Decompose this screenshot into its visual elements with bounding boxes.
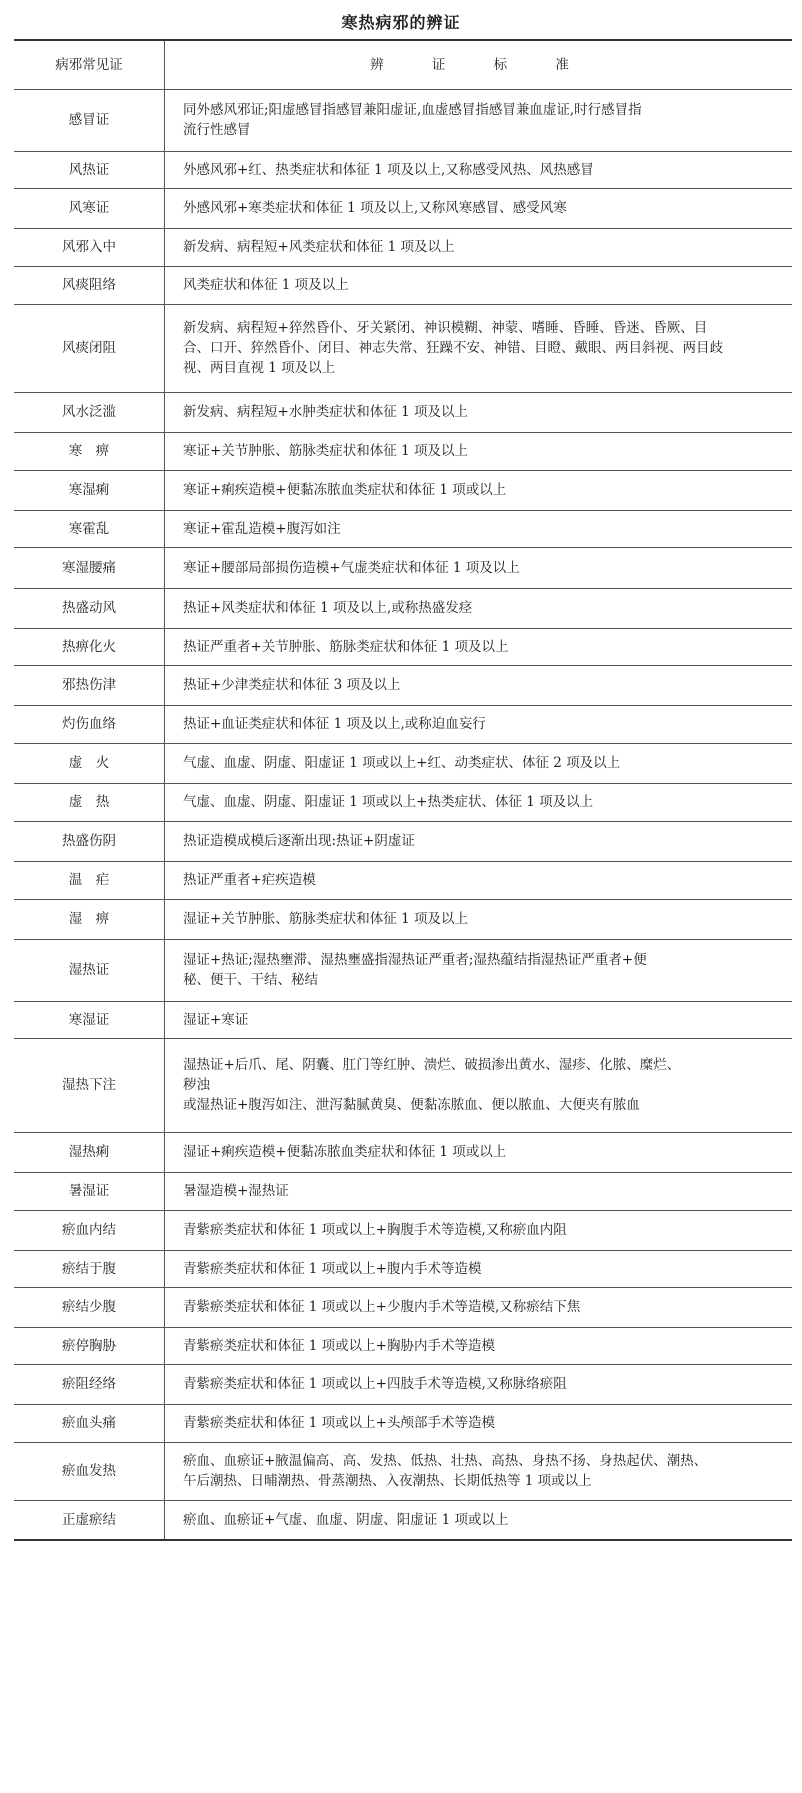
syndrome-criteria [165,1442,793,1500]
table-row [14,1500,792,1540]
syndrome-name: 寒 痹 [14,432,165,470]
table-row [14,1038,792,1132]
syndrome-criteria [165,1250,793,1287]
criteria-line: 同外感风邪证;阳虚感冒指感冒兼阳虚证,血虚感冒指感冒兼血虚证,时行感冒指 [183,102,642,118]
criteria-line: 气虚、血虚、阴虚、阳虚证 1 项或以上+热类症状、体征 1 项及以上 [183,794,594,810]
criteria-line: 湿证+热证;湿热壅滞、湿热壅盛指湿热证严重者;湿热蕴结指湿热证严重者+便 [183,952,647,968]
table-row [14,821,792,861]
criteria-line: 风类症状和体征 1 项及以上 [183,277,349,293]
criteria-line: 视、两目直视 1 项及以上 [183,360,336,376]
table-row [14,861,792,899]
syndrome-name: 湿热下注 [14,1038,165,1132]
table-row [14,547,792,588]
table-row [14,1172,792,1210]
table-row [14,1250,792,1287]
syndrome-name: 热盛动风 [14,588,165,628]
syndrome-name: 正虚瘀结 [14,1500,165,1540]
syndrome-name: 寒湿腰痛 [14,547,165,588]
syndrome-criteria [165,939,793,1001]
syndrome-criteria [165,432,793,470]
syndrome-name: 虚 热 [14,783,165,821]
syndrome-criteria [165,392,793,432]
header-row [14,40,792,89]
criteria-line: 热证严重者+关节肿胀、筋脉类症状和体征 1 项及以上 [183,638,509,655]
syndrome-name: 瘀血内结 [14,1210,165,1250]
criteria-line: 热证+风类症状和体征 1 项及以上,或称热盛发痉 [183,600,473,616]
table-row [14,939,792,1001]
criteria-line: 新发病、病程短+风类症状和体征 1 项及以上 [183,239,455,255]
table-row [14,1404,792,1442]
syndrome-name: 风邪入中 [14,228,165,266]
syndrome-name: 温 疟 [14,861,165,899]
syndrome-criteria [165,1038,793,1132]
table-row [14,1210,792,1250]
syndrome-criteria [165,89,793,151]
criteria-line: 寒证+关节肿胀、筋脉类症状和体征 1 项及以上 [183,443,468,459]
syndrome-criteria [165,266,793,304]
syndrome-name: 风痰阻络 [14,266,165,304]
criteria-line: 青紫瘀类症状和体征 1 项或以上+四肢手术等造模,又称脉络瘀阻 [183,1376,567,1392]
table-row [14,705,792,743]
syndrome-criteria [165,821,793,861]
syndrome-name: 邪热伤津 [14,665,165,705]
table-row [14,510,792,547]
syndrome-criteria [165,1001,793,1038]
header-col-criteria: 辨 证 标 准 [165,40,793,89]
syndrome-name: 寒霍乱 [14,510,165,547]
table-row [14,432,792,470]
criteria-line: 新发病、病程短+水肿类症状和体征 1 项及以上 [183,404,468,420]
table-row [14,228,792,266]
syndrome-criteria [165,470,793,510]
syndrome-criteria [165,1327,793,1364]
syndrome-name: 风水泛滥 [14,392,165,432]
criteria-line: 合、口开、猝然昏仆、闭目、神志失常、狂躁不安、神错、目瞪、戴眼、两目斜视、两目歧 [183,340,723,356]
syndrome-criteria [165,588,793,628]
criteria-line: 湿证+关节肿胀、筋脉类症状和体征 1 项及以上 [183,911,468,927]
syndrome-name: 瘀阻经络 [14,1364,165,1404]
table-row [14,188,792,228]
table-row [14,1442,792,1500]
table-row [14,470,792,510]
table-row [14,899,792,939]
syndrome-name: 风痰闭阻 [14,304,165,392]
criteria-line: 外感风邪+红、热类症状和体征 1 项及以上,又称感受风热、风热感冒 [183,161,594,178]
table-row [14,628,792,665]
syndrome-criteria [165,1132,793,1172]
criteria-line: 青紫瘀类症状和体征 1 项或以上+胸腹手术等造模,又称瘀血内阻 [183,1222,567,1238]
criteria-line: 热证造模成模后逐渐出现:热证+阴虚证 [183,833,415,849]
syndrome-criteria [165,1364,793,1404]
syndrome-name: 灼伤血络 [14,705,165,743]
syndrome-name: 风寒证 [14,188,165,228]
syndrome-name: 热盛伤阴 [14,821,165,861]
criteria-line: 新发病、病程短+猝然昏仆、牙关紧闭、神识模糊、神蒙、嗜睡、昏睡、昏迷、昏厥、目 [183,320,708,336]
criteria-line: 青紫瘀类症状和体征 1 项或以上+少腹内手术等造模,又称瘀结下焦 [183,1299,581,1315]
criteria-line: 寒证+腰部局部损伤造模+气虚类症状和体征 1 项及以上 [183,559,520,576]
criteria-line: 寒证+霍乱造模+腹泻如注 [183,520,341,537]
table-row [14,1327,792,1364]
syndrome-criteria [165,547,793,588]
table-row [14,89,792,151]
table-row [14,266,792,304]
syndrome-criteria [165,705,793,743]
syndrome-name: 瘀血发热 [14,1442,165,1500]
criteria-line: 外感风邪+寒类症状和体征 1 项及以上,又称风寒感冒、感受风寒 [183,200,567,216]
syndrome-criteria [165,899,793,939]
criteria-line: 流行性感冒 [183,122,251,138]
criteria-line: 热证+血证类症状和体征 1 项及以上,或称迫血妄行 [183,716,486,732]
criteria-line: 湿证+痢疾造模+便黏冻脓血类症状和体征 1 项或以上 [183,1144,507,1160]
syndrome-name: 虚 火 [14,743,165,783]
syndrome-criteria [165,743,793,783]
table-row [14,304,792,392]
criteria-line: 湿证+寒证 [183,1011,249,1028]
criteria-line: 瘀血、血瘀证+气虚、血虚、阴虚、阳虚证 1 项或以上 [183,1511,509,1528]
syndrome-name: 寒湿证 [14,1001,165,1038]
syndrome-name: 瘀停胸胁 [14,1327,165,1364]
syndrome-criteria [165,1287,793,1327]
syndrome-name: 热痹化火 [14,628,165,665]
syndrome-name: 感冒证 [14,89,165,151]
table-row [14,783,792,821]
table-row [14,1001,792,1038]
criteria-line: 寒证+痢疾造模+便黏冻脓血类症状和体征 1 项或以上 [183,482,507,498]
header-col-syndrome: 病邪常见证 [14,40,165,89]
syndrome-name: 寒湿痢 [14,470,165,510]
criteria-line: 秘、便干、干结、秘结 [183,972,318,988]
table-row [14,151,792,188]
table-row [14,665,792,705]
syndrome-criteria [165,1500,793,1540]
syndrome-criteria [165,228,793,266]
criteria-line: 湿热证+后爪、尾、阴囊、肛门等红肿、溃烂、破损渗出黄水、湿疹、化脓、糜烂、 [183,1057,681,1073]
syndrome-name: 湿热证 [14,939,165,1001]
syndrome-name: 瘀血头痛 [14,1404,165,1442]
syndrome-name: 湿热痢 [14,1132,165,1172]
criteria-line: 暑湿造模+湿热证 [183,1183,289,1199]
table-body [14,40,792,1540]
syndrome-name: 瘀结于腹 [14,1250,165,1287]
syndrome-table [14,39,792,1541]
syndrome-criteria [165,510,793,547]
criteria-line: 青紫瘀类症状和体征 1 项或以上+头颅部手术等造模 [183,1415,495,1431]
syndrome-criteria [165,304,793,392]
criteria-line: 热证+少津类症状和体征 3 项及以上 [183,677,401,693]
table-row [14,743,792,783]
page-title: 寒热病邪的辨证 [341,13,461,32]
table-row [14,588,792,628]
syndrome-name: 瘀结少腹 [14,1287,165,1327]
criteria-line: 秽浊 [183,1077,210,1093]
syndrome-name: 暑湿证 [14,1172,165,1210]
syndrome-name: 风热证 [14,151,165,188]
table-row [14,1287,792,1327]
criteria-line: 午后潮热、日晡潮热、骨蒸潮热、入夜潮热、长期低热等 1 项或以上 [183,1473,592,1489]
criteria-line: 或湿热证+腹泻如注、泄泻黏腻黄臭、便黏冻脓血、便以脓血、大便夹有脓血 [183,1097,640,1113]
syndrome-name: 湿 痹 [14,899,165,939]
syndrome-criteria [165,861,793,899]
syndrome-criteria [165,783,793,821]
syndrome-criteria [165,151,793,188]
syndrome-criteria [165,1404,793,1442]
criteria-line: 青紫瘀类症状和体征 1 项或以上+腹内手术等造模 [183,1260,482,1277]
syndrome-criteria [165,1210,793,1250]
table-row [14,1132,792,1172]
syndrome-criteria [165,188,793,228]
syndrome-criteria [165,665,793,705]
table-row [14,1364,792,1404]
criteria-line: 瘀血、血瘀证+腋温偏高、高、发热、低热、壮热、高热、身热不扬、身热起伏、潮热、 [183,1453,708,1469]
criteria-line: 热证严重者+疟疾造模 [183,872,316,888]
criteria-line: 青紫瘀类症状和体征 1 项或以上+胸胁内手术等造模 [183,1337,495,1354]
syndrome-criteria [165,1172,793,1210]
syndrome-criteria [165,628,793,665]
table-row [14,392,792,432]
criteria-line: 气虚、血虚、阴虚、阳虚证 1 项或以上+红、动类症状、体征 2 项及以上 [183,755,621,771]
